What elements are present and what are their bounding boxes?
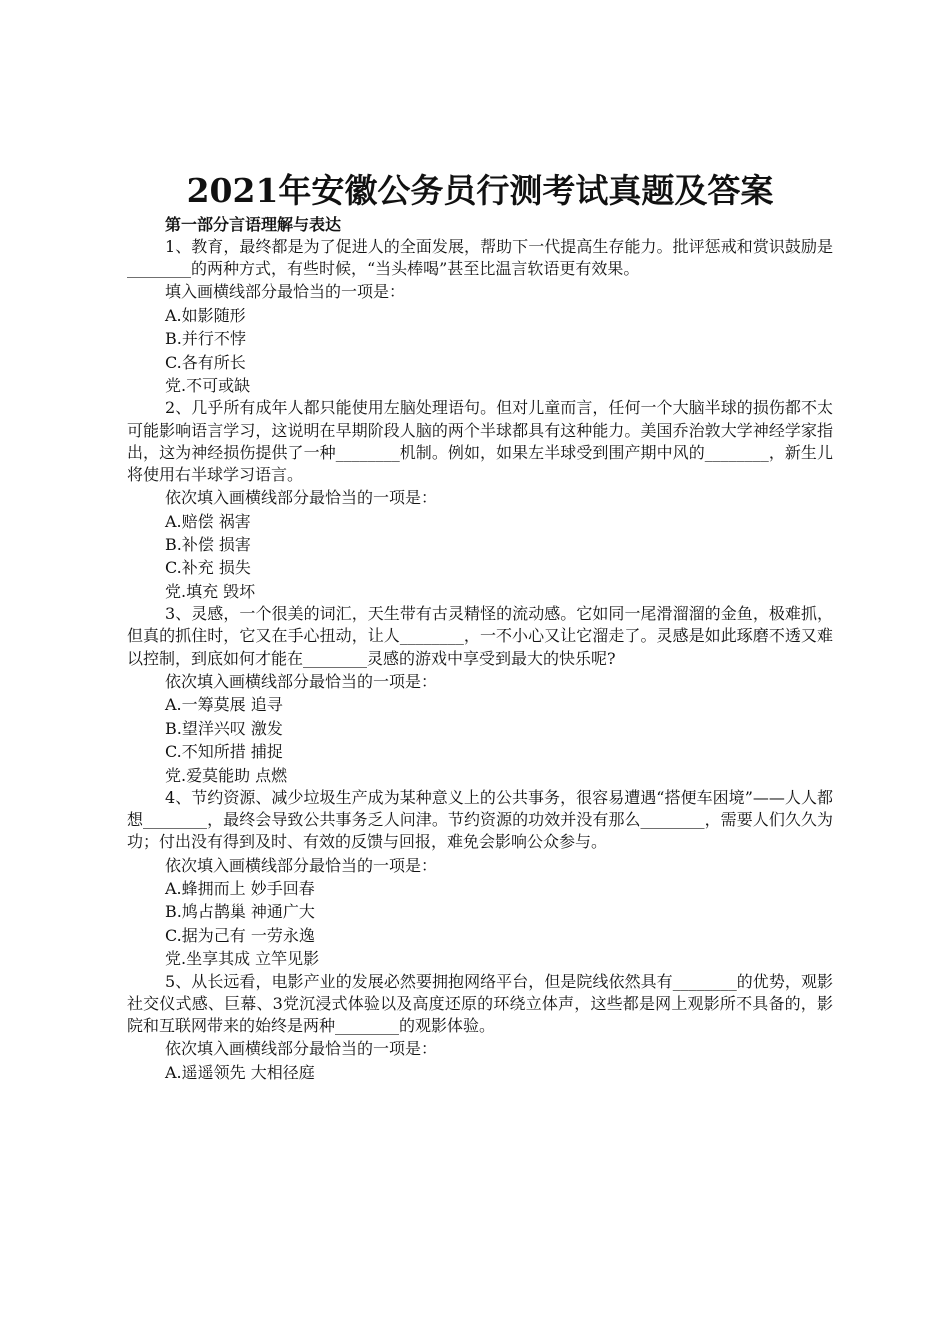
option-c: C.补充 损失	[165, 558, 251, 578]
option-a: A.如影随形	[165, 305, 246, 325]
question-prompt: 依次填入画横线部分最恰当的一项是：	[165, 855, 438, 875]
question-4	[127, 787, 833, 971]
option-a: A.赔偿 祸害	[165, 511, 251, 531]
question-2	[127, 397, 833, 603]
question-5	[127, 971, 833, 1084]
option-c: C.不知所措 捕捉	[165, 742, 283, 762]
question-3	[127, 603, 833, 787]
question-prompt: 依次填入画横线部分最恰当的一项是：	[165, 671, 438, 691]
option-d: 党.不可或缺	[165, 376, 251, 396]
question-prompt: 依次填入画横线部分最恰当的一项是：	[165, 1039, 438, 1059]
question-1	[127, 236, 833, 397]
option-b: B.鸠占鹊巢 神通广大	[165, 902, 315, 922]
question-text: 5、从长远看，电影产业的发展必然要拥抱网络平台，但是院线依然具有________的优势，观影社交仪式感、巨幕、3党沉浸式体验以及高度还原的环绕立体声，这些都是网上观影所不具备的，影院和互联网带来的始终是两种________的观影体验。	[127, 971, 833, 1035]
option-c: C.据为己有 一劳永逸	[165, 925, 315, 945]
document-page	[127, 168, 833, 1084]
option-b: B.望洋兴叹 激发	[165, 718, 283, 738]
option-a: A.一筹莫展 追寻	[165, 695, 283, 715]
option-d: 党.爱莫能助 点燃	[165, 765, 288, 785]
option-c: C.各有所长	[165, 352, 246, 372]
option-d: 党.填充 毁坏	[165, 581, 256, 601]
question-text: 4、节约资源、减少垃圾生产成为某种意义上的公共事务，很容易遭遇“搭便车困境”——人人都想________，最终会导致公共事务乏人问津。节约资源的功效并没有那么________，需要人们久久为功；付出没有得到及时、有效的反馈与回报，难免会影响公众参与。	[127, 787, 833, 852]
option-a: A.蜂拥而上 妙手回春	[165, 878, 315, 898]
question-prompt: 填入画横线部分最恰当的一项是：	[165, 282, 406, 302]
option-a: A.遥遥领先 大相径庭	[165, 1062, 315, 1082]
question-text: 1、教育，最终都是为了促进人的全面发展，帮助下一代提高生存能力。批评惩戒和赏识鼓励是________的两种方式，有些时候，“当头棒喝”甚至比温言软语更有效果。	[127, 237, 833, 279]
option-d: 党.坐享其成 立竿见影	[165, 949, 320, 969]
question-text: 3、灵感，一个很美的词汇，天生带有古灵精怪的流动感。它如同一尾滑溜溜的金鱼，极难抓，但真的抓住时，它又在手心扭动，让人________，一不小心又让它溜走了。灵感是如此琢磨不透又难以控制，到底如何才能在________灵感的游戏中享受到最大的快乐呢?	[127, 604, 833, 668]
question-prompt: 依次填入画横线部分最恰当的一项是：	[165, 488, 438, 508]
option-b: B.并行不悖	[165, 329, 246, 349]
option-b: B.补偿 损害	[165, 535, 251, 555]
question-text: 2、几乎所有成年人都只能使用左脑处理语句。但对儿童而言，任何一个大脑半球的损伤都不太可能影响语言学习，这说明在早期阶段人脑的两个半球都具有这种能力。美国乔治敦大学神经学家指出，这为神经损伤提供了一种________机制。例如，如果左半球受到围产期中风的________，新生儿将使用右半球学习语言。	[127, 398, 833, 485]
section-heading: 第一部分言语理解与表达	[165, 215, 342, 234]
document-title: 2021年安徽公务员行测考试真题及答案	[186, 171, 774, 210]
